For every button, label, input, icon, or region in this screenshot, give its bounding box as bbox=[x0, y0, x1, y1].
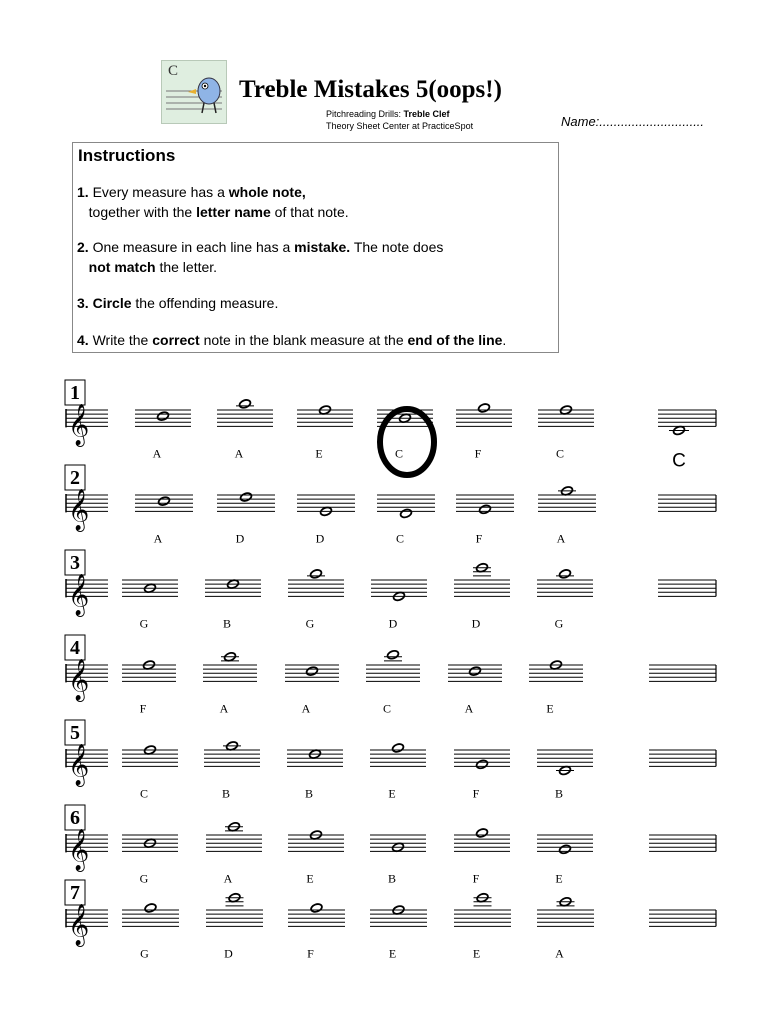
note-letter: F bbox=[475, 531, 483, 546]
note-letter: F bbox=[472, 786, 480, 801]
measure bbox=[206, 822, 262, 886]
note-letter: C bbox=[139, 786, 149, 801]
whole-note bbox=[476, 828, 489, 839]
answer-measure bbox=[658, 495, 716, 511]
note-letter: A bbox=[464, 701, 474, 716]
whole-note bbox=[392, 743, 405, 754]
written-answer-letter: C bbox=[672, 450, 686, 472]
instruction-4: 4. Write the correct note in the blank measure at the end of the line. bbox=[77, 332, 507, 348]
measure bbox=[122, 835, 178, 885]
line-number: 2 bbox=[70, 467, 80, 489]
note-letter: F bbox=[139, 701, 147, 716]
note-letter: C bbox=[394, 446, 404, 461]
note-letter: D bbox=[224, 946, 233, 961]
line-number: 5 bbox=[70, 722, 80, 744]
measure bbox=[135, 495, 193, 545]
exercise-line-3 bbox=[65, 550, 716, 630]
note-letter: A bbox=[152, 446, 162, 461]
note-letter: D bbox=[315, 531, 325, 546]
note-letter: F bbox=[474, 446, 482, 461]
measure bbox=[217, 492, 275, 546]
note-letter: A bbox=[234, 446, 244, 461]
exercise-line-2 bbox=[65, 465, 716, 545]
measure bbox=[538, 486, 596, 546]
whole-note bbox=[559, 569, 572, 580]
logo-letter: C bbox=[168, 63, 179, 79]
measure bbox=[122, 745, 178, 801]
line-number: 4 bbox=[70, 637, 80, 659]
note-letter: E bbox=[388, 786, 396, 801]
measure bbox=[537, 750, 593, 800]
measure bbox=[537, 897, 594, 961]
treble-clef-icon: 𝄞 bbox=[68, 904, 90, 946]
note-letter: A bbox=[556, 531, 566, 546]
note-letter: A bbox=[153, 531, 163, 546]
note-letter: C bbox=[382, 701, 392, 716]
note-letter: E bbox=[546, 701, 554, 716]
measure bbox=[288, 903, 345, 961]
measure bbox=[135, 410, 191, 460]
measure bbox=[287, 749, 343, 801]
note-letter: E bbox=[555, 871, 563, 886]
note-letter: G bbox=[554, 616, 564, 631]
measure bbox=[454, 892, 511, 960]
note-letter: E bbox=[472, 946, 481, 961]
measure bbox=[370, 835, 426, 885]
whole-note bbox=[306, 666, 319, 677]
note-letter: A bbox=[301, 701, 311, 716]
subtitle: Pitchreading Drills: Treble Clef bbox=[326, 109, 450, 119]
treble-clef-icon: 𝄞 bbox=[68, 829, 90, 871]
measure bbox=[454, 562, 510, 630]
whole-note bbox=[310, 569, 323, 580]
whole-note bbox=[479, 504, 492, 515]
note-letter: C bbox=[555, 446, 565, 461]
line-number: 7 bbox=[70, 882, 80, 904]
measure bbox=[297, 405, 353, 461]
exercise-line-4 bbox=[65, 635, 716, 715]
whole-note bbox=[239, 399, 252, 410]
answer-measure bbox=[649, 910, 716, 926]
note-letter: B bbox=[554, 786, 564, 801]
whole-note bbox=[144, 903, 157, 914]
treble-clef-icon: 𝄞 bbox=[68, 574, 90, 616]
measure bbox=[297, 495, 355, 545]
note-letter: F bbox=[307, 946, 314, 961]
line-number: 3 bbox=[70, 552, 80, 574]
measure bbox=[204, 741, 260, 801]
note-letter: G bbox=[139, 616, 149, 631]
measure bbox=[122, 903, 179, 961]
measure bbox=[537, 569, 593, 631]
exercise-line-6 bbox=[65, 805, 716, 885]
note-letter: G bbox=[140, 946, 149, 961]
measure bbox=[370, 743, 426, 801]
note-letter: D bbox=[235, 531, 245, 546]
measure bbox=[377, 495, 435, 545]
measure bbox=[205, 579, 261, 631]
measure bbox=[285, 665, 339, 715]
note-letter: B bbox=[304, 786, 314, 801]
measure bbox=[203, 652, 257, 716]
whole-note bbox=[400, 508, 413, 519]
note-letter: B bbox=[387, 871, 397, 886]
treble-clef-icon: 𝄞 bbox=[68, 489, 90, 531]
instructions-heading: Instructions bbox=[78, 146, 176, 165]
measure bbox=[122, 580, 178, 630]
whole-note bbox=[387, 649, 400, 660]
measure bbox=[454, 828, 510, 886]
note-letter: A bbox=[219, 701, 229, 716]
measure bbox=[122, 660, 176, 716]
answer-measure bbox=[658, 410, 716, 426]
note-letter: C bbox=[395, 531, 405, 546]
measure bbox=[537, 835, 593, 885]
instruction-3: 3. Circle the offending measure. bbox=[77, 295, 279, 311]
line-number: 6 bbox=[70, 807, 80, 829]
measure bbox=[288, 569, 344, 631]
whole-note bbox=[469, 666, 482, 677]
instruction-1: 1. Every measure has a whole note, together with the letter name of that note. bbox=[77, 184, 349, 220]
whole-note bbox=[476, 759, 489, 770]
whole-note bbox=[559, 844, 572, 855]
measure bbox=[454, 750, 510, 800]
note-letter: E bbox=[306, 871, 314, 886]
measure bbox=[538, 405, 594, 461]
treble-clef-icon: 𝄞 bbox=[68, 659, 90, 701]
answer-measure bbox=[649, 835, 716, 851]
note-letter: E bbox=[315, 446, 323, 461]
treble-clef-icon: 𝄞 bbox=[68, 404, 90, 446]
note-letter: D bbox=[388, 616, 398, 631]
measure bbox=[217, 399, 273, 461]
note-letter: F bbox=[472, 871, 480, 886]
measure bbox=[448, 665, 502, 715]
answer-measure bbox=[649, 750, 716, 766]
exercise-line-5 bbox=[65, 720, 716, 800]
note-letter: G bbox=[139, 871, 149, 886]
whole-note bbox=[158, 496, 171, 507]
exercise-line-7 bbox=[65, 880, 716, 960]
note-letter: E bbox=[388, 946, 397, 961]
whole-note bbox=[478, 403, 491, 414]
source-line: Theory Sheet Center at PracticeSpot bbox=[326, 121, 474, 131]
measure bbox=[456, 495, 514, 545]
answer-measure bbox=[658, 580, 716, 596]
treble-clef-icon: 𝄞 bbox=[68, 744, 90, 786]
whole-note bbox=[240, 492, 253, 503]
measure bbox=[529, 660, 583, 716]
name-field[interactable]: Name:............................. bbox=[561, 114, 705, 129]
note-letter: A bbox=[223, 871, 233, 886]
instruction-2: 2. One measure in each line has a mistake. The note does not match the letter. bbox=[77, 239, 444, 275]
measure bbox=[366, 649, 420, 715]
answer-measure bbox=[649, 665, 716, 681]
measure bbox=[370, 905, 427, 961]
line-number: 1 bbox=[70, 382, 80, 404]
measure bbox=[456, 403, 512, 461]
measure bbox=[288, 830, 344, 886]
whole-note bbox=[157, 411, 170, 422]
circled-mistake-mark bbox=[380, 409, 434, 475]
measure bbox=[206, 892, 263, 960]
note-letter: D bbox=[471, 616, 481, 631]
note-letter: B bbox=[221, 786, 231, 801]
note-letter: A bbox=[555, 946, 564, 961]
whole-note bbox=[310, 903, 323, 914]
measure bbox=[371, 580, 427, 630]
note-letter: B bbox=[222, 616, 232, 631]
note-letter: G bbox=[305, 616, 315, 631]
page-title: Treble Mistakes 5(oops!) bbox=[239, 76, 502, 103]
